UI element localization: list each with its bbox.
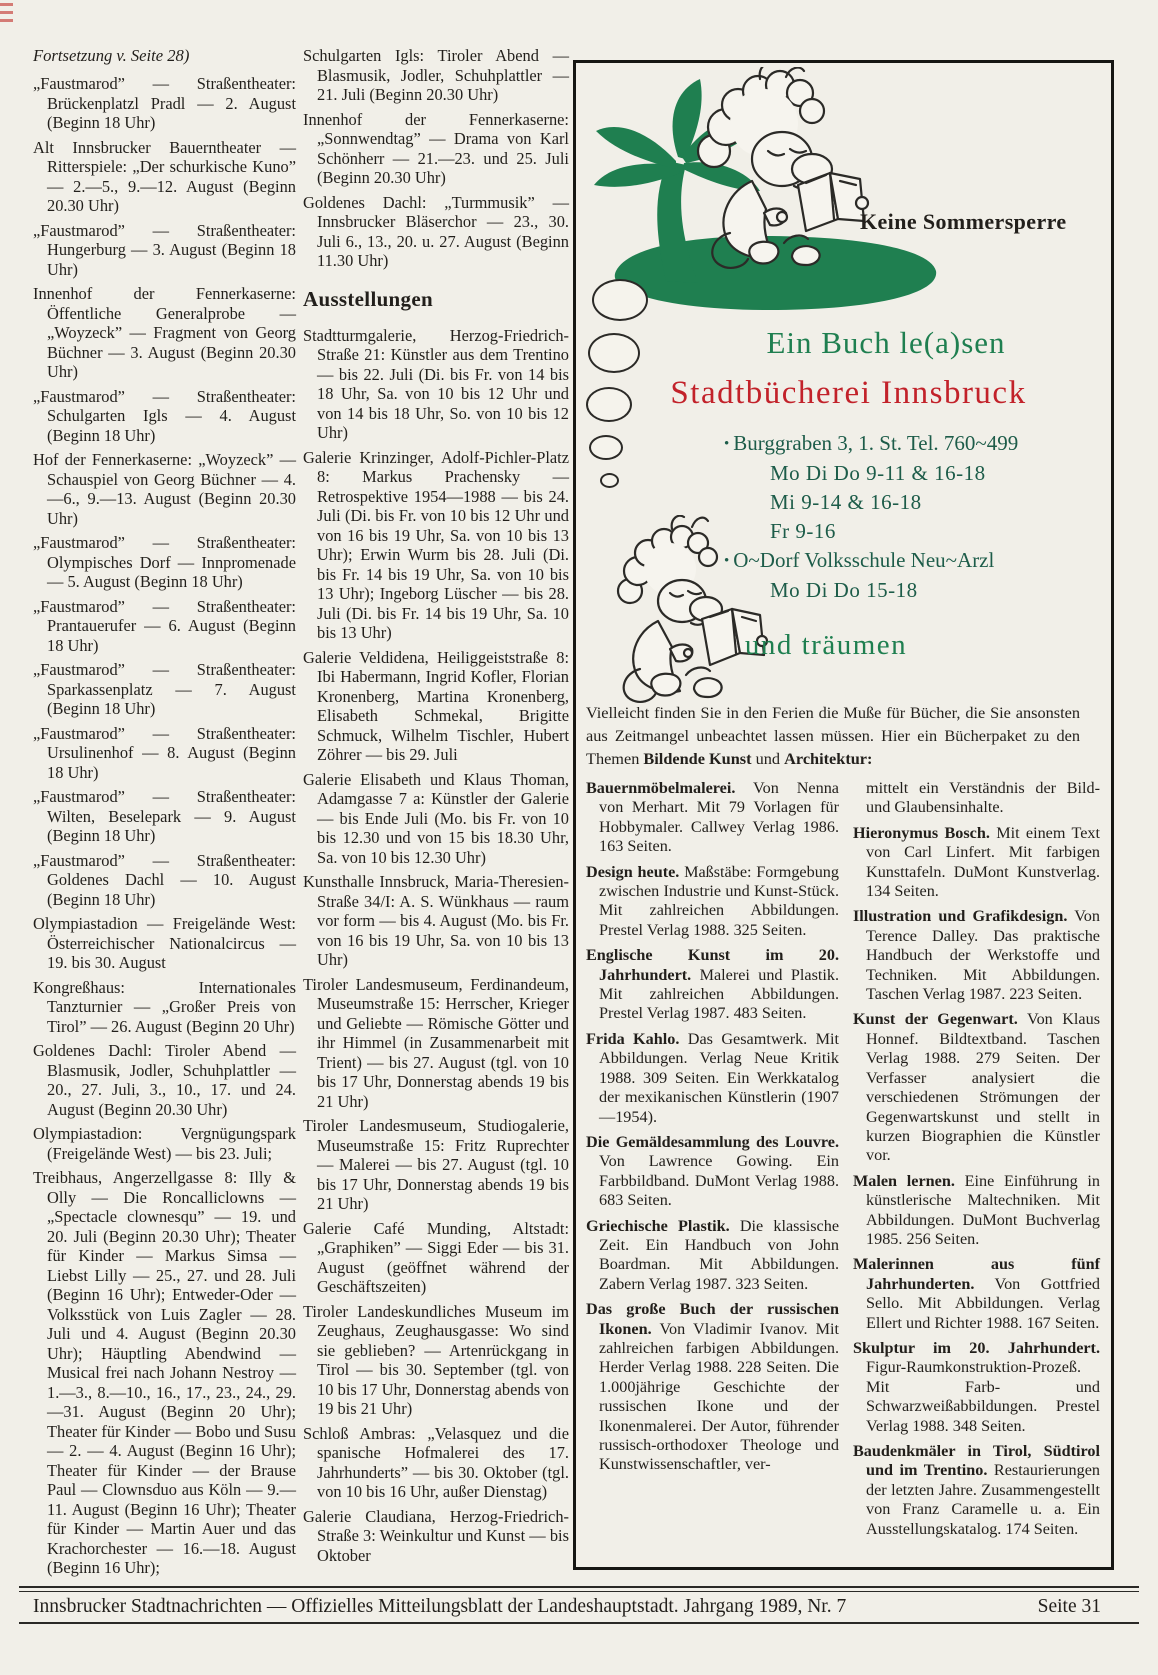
exhibition-entry: Galerie Elisabeth und Klaus Thoman, Adamgasse 7 a: Künstler der Galerie — bis Ende Juli (Mo. bis Fr. von 10 bis 12.30 und von 15 bis 18.30 Uhr, Sa. von 10 bis 12.30 Uhr) <box>303 769 569 867</box>
book-title: Hieronymus Bosch. <box>853 823 990 842</box>
book-description: Figur-Raumkonstruktion-Prozeß. Mit Farb- und Schwarzweißabbildungen. Prestel Verlag 1988. 348 Seiten. <box>866 1358 1100 1435</box>
exhibition-entry: Galerie Claudiana, Herzog-Friedrich-Straße 3: Weinkultur und Kunst — bis Oktober <box>303 1506 569 1565</box>
book-description: Von Terence Dalley. Das praktische Handbuch der Werkstoffe und Techniken. Mit Abbildungen. Taschen Verlag 1987. 223 Seiten. <box>866 907 1100 1004</box>
print-registration-marks <box>0 3 13 27</box>
footer-rule-bottom <box>19 1622 1139 1624</box>
book-entry <box>853 907 1100 1004</box>
event-entry: Treibhaus, Angerzellgasse 8: Illy & Olly — Die Roncalliclowns — „Spectacle clownesqu” — 19. und 20. Juli (Beginn 20.30 Uhr); Theater für Kinder — Markus Simsa — Liebst Lilly — 25., 27. und 28. Juli (Beginn 16 Uhr); Entweder-Oder — Volksstück von Luis Zagler — 28. Juli und 4. August (Beginn 20.30 Uhr); Häuptling Abendwind — Musical frei nach Johann Nestroy — 1.—3., 8.—10., 16., 17., 23., 24., 29.—31. August (Beginn 20 Uhr); Theater für Kinder — Bobo und Susu — 2. — 4. August (Beginn 16 Uhr); Theater für Kinder — der Brause Paul — Clownsduo aus Köln — 9.—11. August (Beginn 16 Uhr); Theater für Kinder — Martin Auer und das Krachorchester — 16.—18. August (Beginn 16 Uhr); <box>33 1168 296 1577</box>
book-entry <box>586 946 839 1024</box>
book-description: Restaurierungen der letzten Jahre. Zusammengestellt von Franz Caramelle u. a. Ein Ausstellungskatalog. 174 Seiten. <box>866 1461 1100 1538</box>
thought-bubble <box>588 333 640 373</box>
exhibition-entry: Schloß Ambras: „Velasquez und die spanische Hofmalerei des 17. Jahrhunderts” — bis 30. Oktober (tgl. von 10 bis 16 Uhr, außer Dienstag) <box>303 1423 569 1501</box>
event-entry: „Faustmarod” — Straßentheater: Hungerburg — 3. August (Beginn 18 Uhr) <box>33 220 296 279</box>
footer <box>19 1596 1139 1618</box>
library-location <box>724 429 1018 546</box>
book-title: Die Gemäldesammlung des Louvre. <box>586 1132 839 1151</box>
exhibition-entry: Tiroler Landeskundliches Museum im Zeughaus, Zeughausgasse: Wo sind sie geblieben? — Artenrückgang in Tirol — bis 30. September (tgl. von 10 bis 17 Uhr, Donnerstag abends von 19 bis 21 Uhr) <box>303 1301 569 1418</box>
book-title: Das große Buch der russischen Ikonen. <box>586 1300 839 1338</box>
event-entry: Schulgarten Igls: Tiroler Abend — Blasmusik, Jodler, Schuhplattler — 21. Juli (Beginn 20.30 Uhr) <box>303 46 569 104</box>
book-title: Frida Kahlo. <box>586 1029 680 1048</box>
book-entry <box>853 1442 1100 1539</box>
book-title: Kunst der Gegenwart. <box>853 1010 1018 1029</box>
book-description: Von Klaus Honnef. Bildtextband. Taschen Verlag 1988. 279 Seiten. Der Verfasser analysiert die verschiedenen Strömungen der Gegenwartskunst und stellt in kurzen Biographien die Künstler vor. <box>866 1010 1100 1165</box>
events-column-left <box>33 46 296 1583</box>
book-title: Design heute. <box>586 862 680 881</box>
book-entry <box>586 779 839 857</box>
intro-topic-architecture: Architektur: <box>784 749 873 769</box>
intro-text: Vielleicht finden Sie in den Ferien die Muße für Bücher, die Sie ansonsten aus Zeitmangel unbeachtet lassen müssen. Hier ein Bücherpaket zu den Themen <box>586 703 1080 769</box>
book-description: Von Lawrence Gowing. Ein Farbbildband. DuMont Verlag 1988. 683 Seiten. <box>599 1152 839 1210</box>
library-ad-box <box>573 60 1114 1570</box>
book-description: Maßstäbe: Formgebung zwischen Industrie und Kunst-Stück. Mit zahlreichen Abbildungen. Prestel Verlag 1988. 325 Seiten. <box>599 862 839 939</box>
book-package-intro <box>586 701 1080 770</box>
events-column-middle <box>303 46 569 1570</box>
event-entry: Goldenes Dachl: Tiroler Abend — Blasmusik, Jodler, Schuhplattler — 20., 27. Juli, 3., 10., 17. und 24. August (Beginn 20.30 Uhr) <box>33 1041 296 1119</box>
thought-bubble <box>592 279 648 321</box>
book-description: Eine Einführung in künstlerische Maltechniken. Mit Abbildungen. DuMont Buchverlag 1985. 256 Seiten. <box>866 1171 1100 1248</box>
book-description: Mit einem Text von Carl Linfert. Mit farbigen Kunsttafeln. DuMont Kunstverlag. 134 Seiten. <box>866 823 1101 901</box>
book-list <box>586 779 1100 1545</box>
bullet-icon: • <box>724 436 730 452</box>
event-entry: „Faustmarod” — Straßentheater: Olympisches Dorf — Innpromenade — 5. August (Beginn 18 Uhr) <box>33 533 296 591</box>
book-title: Baudenkmäler in Tirol, Südtirol und im Trentino. <box>853 1442 1100 1480</box>
footer-publication-info: Innsbrucker Stadtnachrichten — Offizielles Mitteilungsblatt der Landeshauptstadt. Jahrgang 1989, Nr. 7 <box>33 1596 847 1617</box>
book-title: Skulptur im 20. Jahrhundert. <box>853 1338 1100 1357</box>
island-reading-illustration <box>582 67 1014 319</box>
event-entry: Kongreßhaus: Internationales Tanzturnier — „Großer Preis von Tirol” — 26. August (Beginn 20 Uhr) <box>33 977 296 1036</box>
book-description: Das Gesamtwerk. Mit Abbildungen. Verlag Neue Kritik 1988. 309 Seiten. Ein Werkkatalog der mexikanischen Künstlerin (1907—1954). <box>599 1029 840 1126</box>
library-location <box>724 546 1018 605</box>
library-locations <box>724 429 1018 605</box>
book-description: Von Nenna von Merhart. Mit 79 Vorlagen für Hobbymaler. Callwey Verlag 1986. 163 Seiten. <box>599 779 839 856</box>
exhibition-list <box>303 326 569 1566</box>
exhibition-entry: Galerie Krinzinger, Adolf-Pichler-Platz 8: Markus Prachensky — Retrospektive 1954—1988 — bis 24. Juli (Di. bis Fr. von 10 bis 12 Uhr und von 16 bis 19 Uhr, Sa. von 10 bis 13 Uhr); Erwin Wurm bis 28. Juli (Di. bis Fr. 14 bis 19 Uhr, Sa. von 10 bis 13 Uhr); Ingeborg Lüscher — bis 28. Juli (Di. bis Fr. 14 bis 19 Uhr, Sa. 10 bis 13 Uhr) <box>303 447 569 642</box>
event-entry: „Faustmarod” — Straßentheater: Goldenes Dachl — 10. August (Beginn 18 Uhr) <box>33 850 296 909</box>
exhibition-entry: Tiroler Landesmuseum, Studiogalerie, Museumstraße 15: Fritz Ruprechter — Malerei — bis 27. August (tgl. 10 bis 17 Uhr, Donnerstag abends 19 bis 21 Uhr) <box>303 1116 569 1213</box>
event-entry: Goldenes Dachl: „Turmmusik” — Innsbrucker Bläserchor — 23., 30. Juli 6., 13., 20. u. 27. August (Beginn 11.30 Uhr) <box>303 192 569 270</box>
book-description: Von Vladimir Ivanov. Mit zahlreichen farbigen Abbildungen. Herder Verlag 1988. 228 Seiten. Die 1.000jährige Geschichte der russischen Ikone und der Ikonenmalerei. Der Autor, führender russisch-orthodoxer Theologe und Kunstwissenschaftler, ver- <box>599 1319 839 1474</box>
book-description: Von Gottfried Sello. Mit Abbildungen. Verlag Ellert und Richter 1988. 167 Seiten. <box>866 1274 1100 1332</box>
ad-headline-green: Ein Buch le(a)sen <box>766 325 1006 360</box>
exhibition-entry: Galerie Veldidena, Heiliggeiststraße 8: Ibi Habermann, Ingrid Kofler, Florian Kronenberg, Martina Kronenberg, Elisabeth Schmekal, Brigitte Schmuck, Wilhelm Tischler, Hubert Zöhrer — bis 29. Juli <box>303 647 569 764</box>
ad-tagline: und träumen <box>744 629 908 661</box>
location-hours: Mo Di Do 15-18 <box>770 578 918 602</box>
book-title: Malerinnen aus fünf Jahrhunderten. <box>853 1255 1100 1293</box>
location-name-text: O~Dorf Volksschule Neu~Arzl <box>733 548 995 572</box>
book-description: Die klassische Zeit. Ein Handbuch von John Boardman. Mit Abbildungen. Zabern Verlag 1987. 323 Seiten. <box>599 1216 840 1293</box>
event-entry: „Faustmarod” — Straßentheater: Schulgarten Igls — 4. August (Beginn 18 Uhr) <box>33 386 296 445</box>
book-title: Illustration und Grafikdesign. <box>853 907 1068 926</box>
location-name <box>724 429 1018 459</box>
book-entry <box>853 1010 1100 1165</box>
event-entry: Olympiastadion: Vergnügungspark (Freigelände West) — bis 23. Juli; <box>33 1124 296 1163</box>
exhibition-entry: Galerie Café Munding, Altstadt: „Graphiken” — Siggi Eder — bis 31. August (geöffnet während der Geschäftszeiten) <box>303 1218 569 1296</box>
location-name-text: Burggraben 3, 1. St. Tel. 760~499 <box>733 431 1019 455</box>
book-entry <box>853 824 1100 902</box>
book-entry <box>853 1172 1100 1250</box>
event-list-middle <box>303 46 569 271</box>
registration-dash <box>0 11 13 14</box>
book-title: Bauernmöbelmalerei. <box>586 779 736 797</box>
book-entry <box>586 1030 839 1127</box>
event-entry: Hof der Fennerkaserne: „Woyzeck” — Schauspiel von Georg Büchner — 4.—6., 9.—13. August (Beginn 20.30 Uhr) <box>33 450 296 528</box>
continuation-note: Fortsetzung v. Seite 28) <box>33 46 190 65</box>
location-hours: Mo Di Do 9-11 & 16-18 Mi 9-14 & 16-18 Fr 9-16 <box>770 461 986 543</box>
event-entry: Innenhof der Fennerkaserne: „Sonnwendtag” — Drama von Karl Schönherr — 21.—23. und 25. Juli (Beginn 20.30 Uhr) <box>303 109 569 187</box>
thought-bubble <box>600 473 619 488</box>
exhibitions-heading: Ausstellungen <box>303 286 433 311</box>
book-entry <box>586 863 839 941</box>
book-entry <box>586 1300 839 1475</box>
book-title: Griechische Plastik. <box>586 1216 730 1235</box>
book-column-right <box>853 779 1100 1545</box>
exhibition-entry: Kunsthalle Innsbruck, Maria-Theresien-Straße 34/I: A. S. Wünkhaus — raum vor form — bis 4. August (Mo. bis Fr. von 16 bis 19 Uhr, Sa. von 10 bis 13 Uhr) <box>303 872 569 969</box>
event-list-left <box>33 74 296 1578</box>
footer-page-number: Seite 31 <box>1037 1596 1101 1617</box>
bullet-icon: • <box>724 553 730 569</box>
book-description: Malerei und Plastik. Mit zahlreichen Abbildungen. Prestel Verlag 1987. 483 Seiten. <box>599 965 840 1023</box>
event-entry: Innenhof der Fennerkaserne: Öffentliche Generalprobe — „Woyzeck” — Fragment von Georg Büchner — 3. August (Beginn 20.30 Uhr) <box>33 284 296 381</box>
event-entry: „Faustmarod” — Straßentheater: Wilten, Beselepark — 9. August (Beginn 18 Uhr) <box>33 787 296 845</box>
exhibition-entry: Tiroler Landesmuseum, Ferdinandeum, Museumstraße 15: Herrscher, Krieger und Geliebte — Römische Götter und ihr Himmel (in Zusammenarbeit mit Trient) — bis 27. August (tgl. von 10 bis 17 Uhr, Donnerstag abends 19 bis 21 Uhr) <box>303 974 569 1111</box>
event-entry: Olympiastadion — Freigelände West: Österreichischer Nationalcircus — 19. bis 30. August <box>33 914 296 972</box>
event-entry: „Faustmarod” — Straßentheater: Brückenplatzl Pradl — 2. August (Beginn 18 Uhr) <box>33 74 296 132</box>
event-entry: Alt Innsbrucker Bauerntheater — Ritterspiele: „Der schurkische Kuno” — 2.—5., 9.—12. August (Beginn 20.30 Uhr) <box>33 137 296 215</box>
book-entry <box>853 1255 1100 1333</box>
book-entry-continuation: mittelt ein Verständnis der Bild- und Glaubensinhalte. <box>866 779 1100 817</box>
intro-text: und <box>751 749 785 769</box>
registration-dash <box>0 3 13 6</box>
exhibition-entry: Stadtturmgalerie, Herzog-Friedrich-Straße 21: Künstler aus dem Trentino — bis 22. Juli (Di. bis Fr. von 14 bis 18 Uhr, Sa. von 10 bis 12 Uhr und von 14 bis 18 Uhr, So. von 10 bis 12 Uhr) <box>303 325 569 442</box>
event-entry: „Faustmarod” — Straßentheater: Sparkassenplatz — 7. August (Beginn 18 Uhr) <box>33 660 296 718</box>
footer-rule-top-thin <box>19 1591 1139 1592</box>
book-entry <box>586 1133 839 1211</box>
book-column-right-list <box>853 824 1100 1539</box>
event-entry: „Faustmarod” — Straßentheater: Ursulinenhof — 8. August (Beginn 18 Uhr) <box>33 723 296 782</box>
event-entry: „Faustmarod” — Straßentheater: Prantauerufer — 6. August (Beginn 18 Uhr) <box>33 596 296 655</box>
ad-headline-library-name: Stadtbücherei Innsbruck <box>670 375 1027 411</box>
thought-bubble <box>589 435 623 460</box>
location-name <box>724 546 1018 576</box>
book-title: Englische Kunst im 20. Jahrhundert. <box>586 946 839 984</box>
book-entry <box>853 1339 1100 1436</box>
registration-dash <box>0 19 13 22</box>
book-entry <box>586 1217 839 1295</box>
book-title: Malen lernen. <box>853 1171 955 1190</box>
book-column-left <box>586 779 839 1545</box>
intro-topic-art: Bildende Kunst <box>643 749 752 769</box>
footer-rule-top <box>19 1586 1139 1588</box>
no-summer-closure-label: Keine Sommersperre <box>860 209 1067 234</box>
